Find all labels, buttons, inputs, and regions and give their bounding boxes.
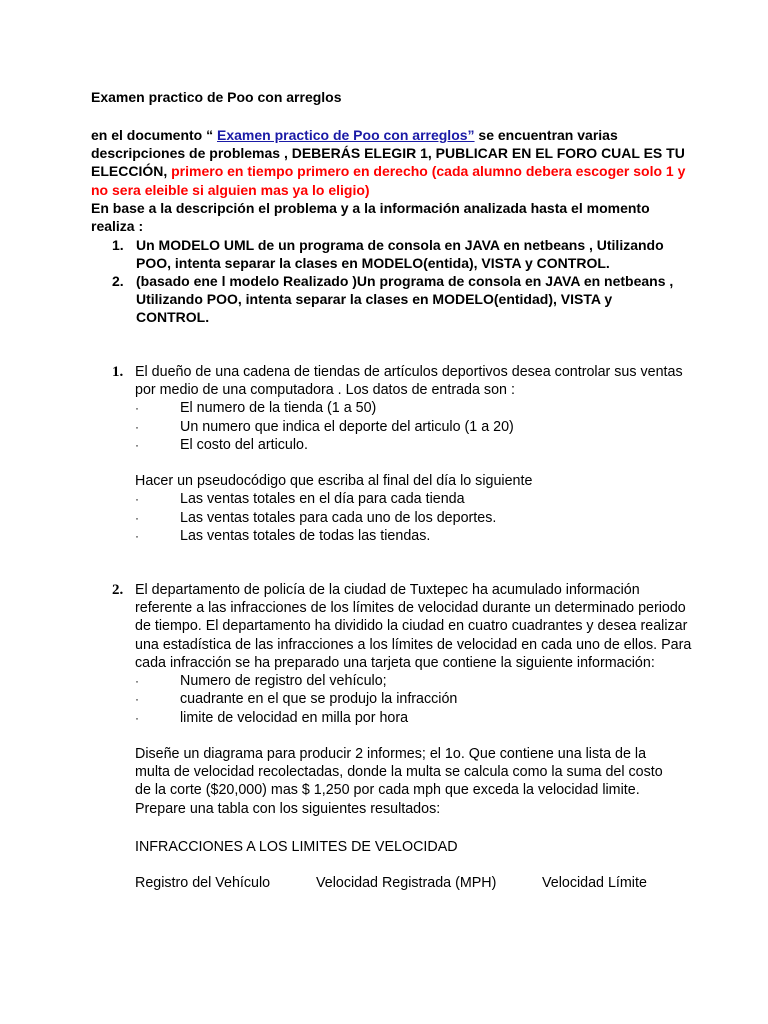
input-item: Un numero que indica el deporte del articulo (1 a 20) — [180, 419, 514, 435]
problem-1-prompt: Hacer un pseudocódigo que escriba al final del día lo siguiente — [135, 473, 533, 489]
field-item: Numero de registro del vehículo; — [180, 673, 387, 689]
problem-description: El departamento de policía de la ciudad de Tuxtepec ha acumulado información referente a las infracciones de los límites de velocidad durante un determinado periodo de tiempo. El departamento ha dividido la ciudad en cuatro cuadrantes y desea realizar una estadística de las infracciones a los límites de velocidad en cada uno de ellos. Para cada infracción se ha preparado una tarjeta que contiene la siguiente información: — [135, 582, 692, 671]
bullet-icon: · — [135, 511, 139, 525]
bullet-icon: · — [135, 401, 139, 415]
field-item: cuadrante en el que se produjo la infracción — [180, 691, 458, 707]
input-item: El costo del articulo. — [180, 437, 308, 453]
bullet-icon: · — [135, 711, 139, 725]
bullet-icon: · — [135, 529, 139, 543]
problem-number: 2. — [112, 582, 124, 598]
intro-suffix: En base a la descripción el problema y a la información analizada hasta el momento realiza : — [91, 199, 650, 235]
requirement-number: 2. — [112, 273, 124, 289]
input-item: El numero de la tienda (1 a 50) — [180, 400, 377, 416]
document-link[interactable]: Examen practico de Poo con arreglos” — [217, 127, 475, 143]
requirement-text: Un MODELO UML de un programa de consola en JAVA en netbeans , Utilizando POO, intenta separar la clases en MODELO(entida), VISTA y CONTROL. — [136, 237, 664, 272]
bullet-icon: · — [135, 420, 139, 434]
field-item: limite de velocidad en milla por hora — [180, 710, 409, 726]
requirement-number: 1. — [112, 237, 124, 253]
bullet-icon: · — [135, 438, 139, 452]
table-caption: INFRACCIONES A LOS LIMITES DE VELOCIDAD — [135, 839, 458, 855]
requirement-text: (basado ene l modelo Realizado )Un programa de consola en JAVA en netbeans , Utilizando POO, intenta separar la clases en MODELO(entidad), VISTA y CONTROL. — [136, 273, 674, 326]
bullet-icon: · — [135, 492, 139, 506]
intro-middle: se encuentran varias descripciones de problemas , DEBERÁS ELEGIR 1, PUBLICAR EN EL FORO CUAL ES TU ELECCIÓN, — [91, 127, 685, 180]
table-column-header: Velocidad Límite — [542, 875, 647, 891]
intro-prefix: en el documento “ — [91, 127, 218, 143]
bullet-icon: · — [135, 692, 139, 706]
intro-paragraph — [91, 126, 691, 235]
problem-2-instructions: Diseñe un diagrama para producir 2 informes; el 1o. Que contiene una lista de la multa de velocidad recolectadas, donde la multa se calcula como la suma del costo de la corte ($20,000) mas $ 1,250 por cada mph que exceda la velocidad limite. Prepare una tabla con los siguientes resultados: — [135, 746, 663, 817]
bullet-icon: · — [135, 674, 139, 688]
table-column-header: Velocidad Registrada (MPH) — [316, 875, 497, 891]
problem-description: El dueño de una cadena de tiendas de artículos deportivos desea controlar sus ventas por medio de una computadora . Los datos de entrada son : — [135, 364, 683, 399]
intro-warning: primero en tiempo primero en derecho (cada alumno debera escoger solo 1 y no sera eleible si alguien mas ya lo eligio) — [91, 163, 686, 198]
output-item: Las ventas totales en el día para cada tienda — [180, 491, 465, 507]
output-item: Las ventas totales para cada uno de los deportes. — [180, 510, 497, 526]
problem-number: 1. — [112, 364, 124, 380]
output-item: Las ventas totales de todas las tiendas. — [180, 528, 431, 544]
table-column-header: Registro del Vehículo — [135, 875, 271, 891]
document-title: Examen practico de Poo con arreglos — [91, 89, 342, 105]
